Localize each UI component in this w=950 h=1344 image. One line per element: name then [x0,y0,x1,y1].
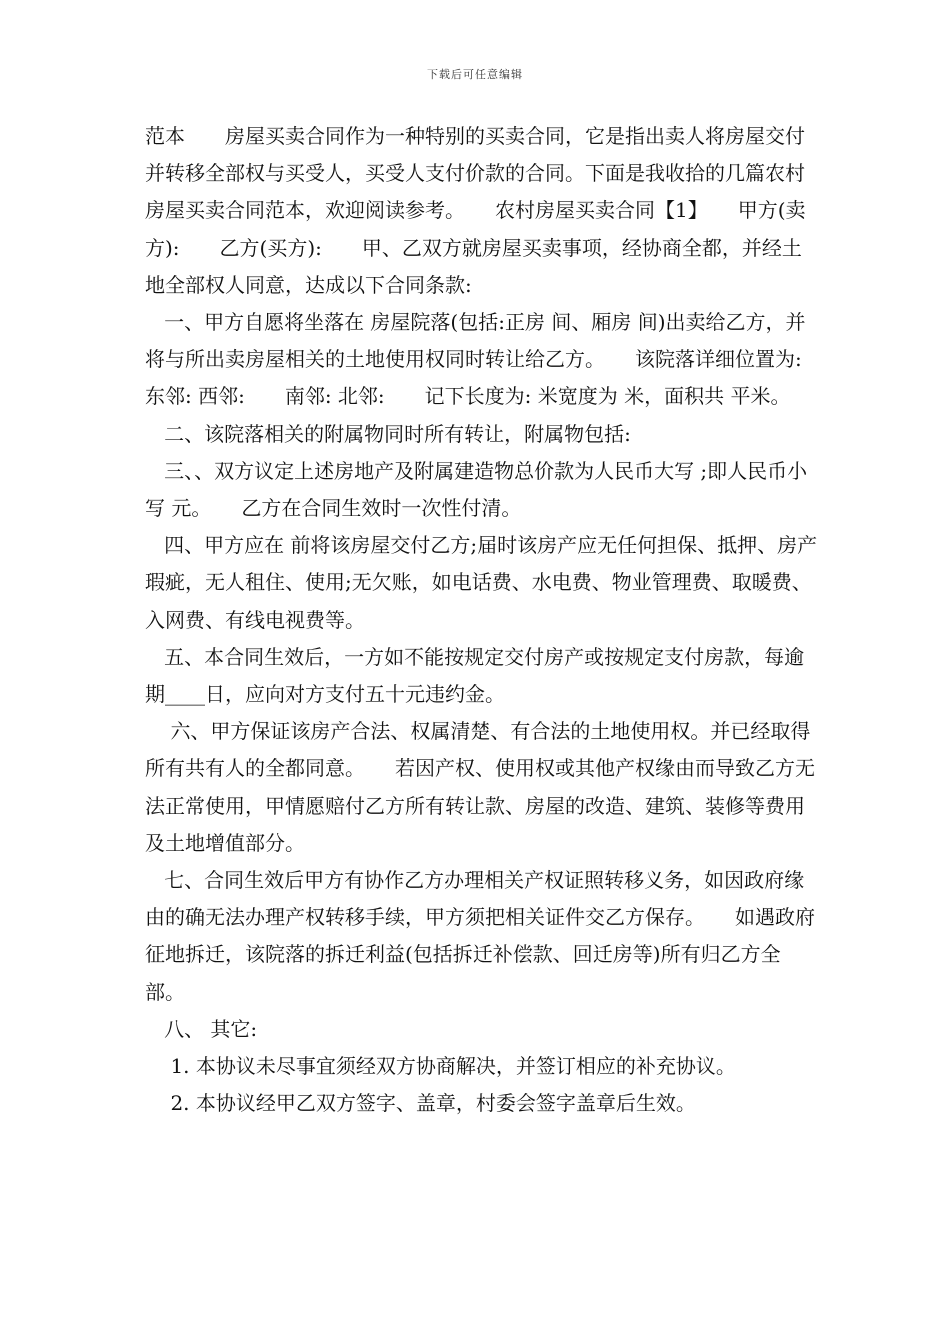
clause-8-item-2: 2. 本协议经甲乙双方签字、盖章，村委会签字盖章后生效。 [145,1091,696,1116]
clause-4: 四、甲方应在 前将该房屋交付乙方;届时该房产应无任何担保、抵押、房产瑕疵，无人租住、使用;无欠账，如电话费、水电费、物业管理费、取暖费、入网费、有线电视费等。 [145,533,818,632]
clause-8: 八、 其它: [145,1016,258,1041]
clause-3: 三、、双方议定上述房地产及附属建造物总价款为人民币大写 ;即人民币小写 元。 乙方在合同生效时一次性付清。 [145,458,808,521]
clause-1: 一、甲方自愿将坐落在 房屋院落(包括:正房 间、厢房 间)出卖给乙方，并将与所出卖房屋相关的土地使用权同时转让给乙方。 该院落详细位置为: 东邻: 西邻: 南邻: 北邻: 记下长度为: 米宽度为 米，面积共 平米。 [145,310,842,409]
clause-8-item-1: 1. 本协议未尽事宜须经双方协商解决，并签订相应的补充协议。 [145,1054,736,1079]
document-body [145,118,842,1122]
clause-5: 五、本合同生效后，一方如不能按规定交付房产或按规定支付房款，每逾期____日，应向对方支付五十元违约金。 [145,644,805,707]
clause-2: 二、该院落相关的附属物同时所有转让，附属物包括: [145,421,631,446]
clause-6: 六、甲方保证该房产合法、权属清楚、有合法的土地使用权。并已经取得所有共有人的全都同意。 若因产权、使用权或其他产权缘由而导致乙方无法正常使用，甲情愿赔付乙方所有转让款、房屋的改造、建筑、装修等费用及土地增值部分。 [145,719,815,855]
clause-7: 七、合同生效后甲方有协作乙方办理相关产权证照转移义务，如因政府缘由的确无法办理产权转移手续，甲方须把相关证件交乙方保存。 如遇政府征地拆迁，该院落的拆迁利益(包括拆迁补偿款、回迁房等)所有归乙方全部。 [145,868,815,1004]
intro-paragraph: 范本 房屋买卖合同作为一种特别的买卖合同，它是指出卖人将房屋交付并转移全部权与买受人，买受人支付价款的合同。下面是我收拾的几篇农村房屋买卖合同范本，欢迎阅读参考。 农村房屋买卖合同【1】 甲方(卖方): 乙方(买方): 甲、乙双方就房屋买卖事项，经协商全都，并经土地全部权人同意，达成以下合同条款: [145,124,806,297]
page-header: 下载后可任意编辑 [427,68,523,81]
